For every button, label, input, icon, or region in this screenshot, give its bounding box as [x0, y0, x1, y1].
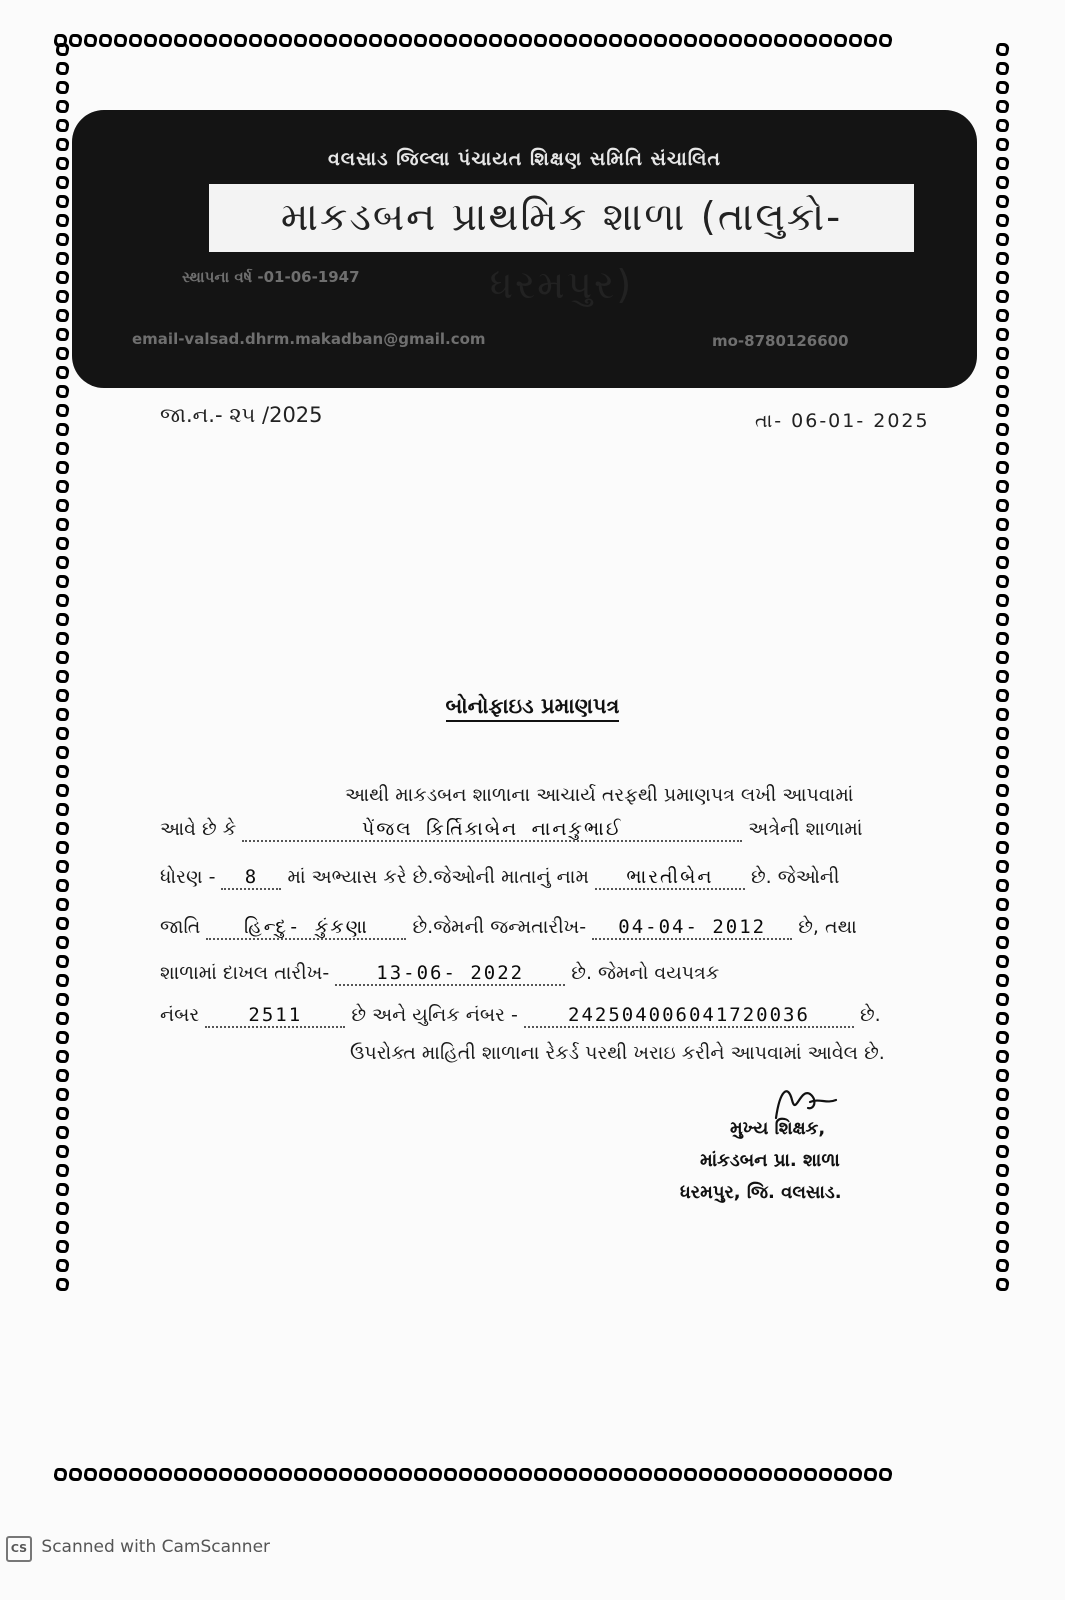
caste-value: હિન્દુ- કુંકણા — [206, 916, 406, 940]
border-ornament — [995, 271, 1011, 284]
border-ornament — [533, 1468, 549, 1481]
border-ornament — [55, 936, 71, 949]
border-ornament — [55, 537, 71, 550]
border-ornament — [995, 917, 1011, 930]
border-ornament — [458, 34, 474, 47]
border-ornament — [995, 157, 1011, 170]
border-ornament — [55, 157, 71, 170]
border-ornament — [995, 632, 1011, 645]
border-ornament — [55, 879, 71, 892]
border-ornament — [995, 1164, 1011, 1177]
border-ornament — [55, 271, 71, 284]
border-ornament — [995, 138, 1011, 151]
issue-date: તા- 06-01- 2025 — [755, 410, 930, 432]
line4-mid: છે.જેમની જન્મતારીખ- — [412, 916, 587, 938]
border-ornament — [995, 613, 1011, 626]
border-ornament — [83, 1468, 99, 1481]
border-ornament — [995, 575, 1011, 588]
border-ornament — [83, 34, 99, 47]
border-ornament — [368, 34, 384, 47]
border-ornament — [55, 1069, 71, 1082]
border-ornament — [308, 1468, 324, 1481]
border-ornament — [863, 34, 879, 47]
border-ornament — [788, 34, 804, 47]
border-ornament — [995, 404, 1011, 417]
border-ornament — [488, 1468, 504, 1481]
border-ornament — [995, 1278, 1011, 1291]
border-ornament — [698, 1468, 714, 1481]
border-ornament — [263, 34, 279, 47]
border-ornament — [143, 1468, 159, 1481]
border-ornament — [995, 1069, 1011, 1082]
school-title: માકડબન પ્રાથમિક શાળા (તાલુકો-ધરમપુર) — [209, 184, 914, 252]
border-ornament — [55, 670, 71, 683]
border-ornament — [563, 34, 579, 47]
border-ornament — [55, 613, 71, 626]
border-ornament — [743, 34, 759, 47]
border-ornament — [55, 214, 71, 227]
border-ornament — [55, 1164, 71, 1177]
border-ornament — [428, 1468, 444, 1481]
border-ornament — [55, 727, 71, 740]
border-ornament — [323, 34, 339, 47]
border-ornament — [653, 1468, 669, 1481]
border-ornament — [55, 841, 71, 854]
border-ornament — [995, 43, 1011, 56]
border-ornament — [668, 1468, 684, 1481]
border-ornament — [728, 1468, 744, 1481]
border-ornament — [995, 480, 1011, 493]
signatory-school: માંકડબન પ્રા. શાળા — [700, 1150, 840, 1171]
border-ornament — [55, 1088, 71, 1101]
border-ornament — [55, 328, 71, 341]
border-ornament — [55, 138, 71, 151]
border-ornament — [55, 1126, 71, 1139]
border-ornament — [878, 34, 894, 47]
border-ornament — [623, 1468, 639, 1481]
body-line-1 — [345, 784, 853, 806]
border-ornament — [623, 34, 639, 47]
border-ornament — [55, 822, 71, 835]
decorative-border-top — [54, 32, 1014, 52]
border-ornament — [995, 1240, 1011, 1253]
border-ornament — [143, 34, 159, 47]
border-ornament — [608, 34, 624, 47]
border-ornament — [248, 34, 264, 47]
decorative-border-left — [54, 40, 74, 1500]
line2-prefix: આવે છે કે — [160, 818, 237, 840]
border-ornament — [413, 1468, 429, 1481]
border-ornament — [398, 34, 414, 47]
border-ornament — [55, 404, 71, 417]
border-ornament — [803, 1468, 819, 1481]
border-ornament — [995, 1107, 1011, 1120]
border-ornament — [518, 34, 534, 47]
border-ornament — [995, 993, 1011, 1006]
school-email: email-valsad.dhrm.makadban@gmail.com — [132, 330, 486, 348]
signatory-place: ધરમપુર, જિ. વલસાડ. — [680, 1182, 842, 1203]
border-ornament — [473, 1468, 489, 1481]
header-subtitle: વલસાડ જિલ્લા પંચાયત શિક્ષણ સમિતિ સંચાલિત — [327, 148, 722, 170]
border-ornament — [995, 423, 1011, 436]
border-ornament — [55, 518, 71, 531]
border-ornament — [55, 803, 71, 816]
border-ornament — [55, 1107, 71, 1120]
border-ornament — [818, 1468, 834, 1481]
border-ornament — [353, 34, 369, 47]
scanner-watermark — [6, 1536, 270, 1562]
border-ornament — [995, 176, 1011, 189]
founded-year: સ્થાપના વર્ષ -01-06-1947 — [182, 268, 360, 286]
border-ornament — [55, 100, 71, 113]
border-ornament — [995, 670, 1011, 683]
unique-number: 242504006041720036 — [524, 1004, 854, 1028]
border-ornament — [55, 917, 71, 930]
border-ornament — [263, 1468, 279, 1481]
border-ornament — [113, 34, 129, 47]
border-ornament — [995, 1126, 1011, 1139]
border-ornament — [995, 1088, 1011, 1101]
border-ornament — [55, 62, 71, 75]
border-ornament — [995, 1202, 1011, 1215]
border-ornament — [173, 1468, 189, 1481]
border-ornament — [55, 575, 71, 588]
border-ornament — [995, 290, 1011, 303]
border-ornament — [383, 1468, 399, 1481]
border-ornament — [203, 1468, 219, 1481]
border-ornament — [758, 34, 774, 47]
border-ornament — [55, 176, 71, 189]
border-ornament — [293, 34, 309, 47]
border-ornament — [55, 594, 71, 607]
border-ornament — [995, 214, 1011, 227]
border-ornament — [995, 879, 1011, 892]
border-ornament — [995, 803, 1011, 816]
border-ornament — [995, 1221, 1011, 1234]
border-ornament — [353, 1468, 369, 1481]
border-ornament — [995, 385, 1011, 398]
border-ornament — [55, 423, 71, 436]
border-ornament — [995, 1050, 1011, 1063]
border-ornament — [803, 34, 819, 47]
border-ornament — [55, 1183, 71, 1196]
border-ornament — [443, 34, 459, 47]
border-ornament — [995, 195, 1011, 208]
border-ornament — [188, 1468, 204, 1481]
border-ornament — [995, 822, 1011, 835]
line6-suffix: છે. — [860, 1004, 881, 1026]
border-ornament — [878, 1468, 894, 1481]
border-ornament — [55, 233, 71, 246]
border-ornament — [995, 442, 1011, 455]
border-ornament — [55, 252, 71, 265]
border-ornament — [55, 746, 71, 759]
line2-suffix: અત્રેની શાળામાં — [748, 818, 863, 840]
border-ornament — [995, 651, 1011, 664]
border-ornament — [593, 34, 609, 47]
border-ornament — [158, 34, 174, 47]
border-ornament — [713, 34, 729, 47]
border-ornament — [593, 1468, 609, 1481]
border-ornament — [55, 1278, 71, 1291]
border-ornament — [293, 1468, 309, 1481]
border-ornament — [518, 1468, 534, 1481]
reference-number: જા.ન.- ૨૫ /2025 — [160, 403, 323, 427]
school-mobile: mo-8780126600 — [712, 332, 849, 350]
decorative-border-bottom — [54, 1466, 1014, 1486]
border-ornament — [995, 784, 1011, 797]
border-ornament — [995, 537, 1011, 550]
border-ornament — [608, 1468, 624, 1481]
body-line-1-text: આથી માકડબન શાળાના આચાર્ય તરફથી પ્રમાણપત્ર લખી આપવામાં — [345, 784, 854, 806]
border-ornament — [833, 34, 849, 47]
border-ornament — [995, 1012, 1011, 1025]
line5-suffix: છે. જેમનો વયપત્રક — [571, 962, 720, 984]
border-ornament — [383, 34, 399, 47]
line3-prefix: ધોરણ - — [160, 866, 216, 888]
border-ornament — [995, 366, 1011, 379]
border-ornament — [55, 1202, 71, 1215]
body-line-7 — [350, 1042, 885, 1064]
border-ornament — [653, 34, 669, 47]
camscanner-logo-icon: CS — [6, 1536, 32, 1562]
border-ornament — [55, 955, 71, 968]
border-ornament — [995, 841, 1011, 854]
line6-prefix: નંબર — [160, 1004, 200, 1026]
border-ornament — [578, 1468, 594, 1481]
border-ornament — [743, 1468, 759, 1481]
scanner-text: Scanned with CamScanner — [41, 1537, 271, 1557]
admission-date: 13-06- 2022 — [335, 962, 565, 986]
border-ornament — [173, 34, 189, 47]
border-ornament — [473, 34, 489, 47]
border-ornament — [203, 34, 219, 47]
border-ornament — [548, 1468, 564, 1481]
border-ornament — [638, 1468, 654, 1481]
border-ornament — [698, 34, 714, 47]
border-ornament — [995, 860, 1011, 873]
border-ornament — [55, 860, 71, 873]
border-ornament — [158, 1468, 174, 1481]
birth-date: 04-04- 2012 — [592, 916, 792, 940]
border-ornament — [818, 34, 834, 47]
border-ornament — [458, 1468, 474, 1481]
border-ornament — [788, 1468, 804, 1481]
border-ornament — [55, 765, 71, 778]
register-number: 2511 — [205, 1004, 345, 1028]
border-ornament — [233, 1468, 249, 1481]
border-ornament — [533, 34, 549, 47]
certificate-heading — [0, 694, 1065, 719]
border-ornament — [713, 1468, 729, 1481]
border-ornament — [488, 34, 504, 47]
border-ornament — [995, 1145, 1011, 1158]
body-line-4 — [160, 916, 857, 940]
border-ornament — [995, 594, 1011, 607]
body-line-2 — [160, 818, 863, 842]
border-ornament — [55, 290, 71, 303]
border-ornament — [995, 936, 1011, 949]
border-ornament — [428, 34, 444, 47]
border-ornament — [128, 34, 144, 47]
border-ornament — [55, 1012, 71, 1025]
border-ornament — [563, 1468, 579, 1481]
border-ornament — [995, 974, 1011, 987]
border-ornament — [995, 119, 1011, 132]
border-ornament — [55, 366, 71, 379]
border-ornament — [55, 1031, 71, 1044]
decorative-border-right — [994, 40, 1014, 1500]
border-ornament — [338, 1468, 354, 1481]
mother-name: ભારતીબેન — [595, 866, 745, 890]
border-ornament — [55, 993, 71, 1006]
border-ornament — [578, 34, 594, 47]
signatory-title: મુખ્ય શિક્ષક, — [730, 1118, 826, 1139]
border-ornament — [55, 1145, 71, 1158]
border-ornament — [683, 34, 699, 47]
border-ornament — [995, 499, 1011, 512]
border-ornament — [503, 1468, 519, 1481]
border-ornament — [503, 34, 519, 47]
border-ornament — [55, 195, 71, 208]
school-header-banner — [72, 110, 977, 388]
border-ornament — [995, 461, 1011, 474]
student-name: પેંજલ કિર્તિકાબેન નાનકુભાઈ — [242, 818, 742, 842]
border-ornament — [995, 309, 1011, 322]
border-ornament — [55, 632, 71, 645]
border-ornament — [55, 784, 71, 797]
body-line-7-text: ઉપરોક્ત માહિતી શાળાના રેકર્ડ પરથી ખરાઇ કરીને આપવામાં આવેલ છે. — [350, 1042, 885, 1064]
border-ornament — [55, 556, 71, 569]
border-ornament — [308, 34, 324, 47]
border-ornament — [338, 34, 354, 47]
border-ornament — [218, 34, 234, 47]
border-ornament — [98, 1468, 114, 1481]
border-ornament — [368, 1468, 384, 1481]
border-ornament — [55, 898, 71, 911]
border-ornament — [995, 765, 1011, 778]
border-ornament — [413, 34, 429, 47]
border-ornament — [995, 347, 1011, 360]
border-ornament — [638, 34, 654, 47]
certificate-heading-text: બોનોફાઇડ પ્રમાણપત્ર — [446, 694, 620, 722]
border-ornament — [995, 328, 1011, 341]
border-ornament — [55, 480, 71, 493]
border-ornament — [548, 34, 564, 47]
border-ornament — [233, 34, 249, 47]
border-ornament — [668, 34, 684, 47]
border-ornament — [848, 1468, 864, 1481]
border-ornament — [55, 385, 71, 398]
border-ornament — [443, 1468, 459, 1481]
border-ornament — [728, 34, 744, 47]
border-ornament — [113, 1468, 129, 1481]
border-ornament — [833, 1468, 849, 1481]
border-ornament — [773, 1468, 789, 1481]
border-ornament — [55, 1240, 71, 1253]
border-ornament — [278, 34, 294, 47]
border-ornament — [995, 1259, 1011, 1272]
border-ornament — [55, 119, 71, 132]
border-ornament — [758, 1468, 774, 1481]
border-ornament — [55, 81, 71, 94]
border-ornament — [995, 556, 1011, 569]
border-ornament — [995, 233, 1011, 246]
border-ornament — [323, 1468, 339, 1481]
border-ornament — [55, 499, 71, 512]
border-ornament — [278, 1468, 294, 1481]
border-ornament — [218, 1468, 234, 1481]
border-ornament — [55, 309, 71, 322]
border-ornament — [995, 746, 1011, 759]
border-ornament — [995, 727, 1011, 740]
border-ornament — [55, 43, 71, 56]
border-ornament — [995, 518, 1011, 531]
line3-suffix: છે. જેઓની — [750, 866, 840, 888]
border-ornament — [128, 1468, 144, 1481]
border-ornament — [55, 461, 71, 474]
line5-prefix: શાળામાં દાખલ તારીખ- — [160, 962, 330, 984]
border-ornament — [995, 1031, 1011, 1044]
border-ornament — [995, 252, 1011, 265]
border-ornament — [55, 1259, 71, 1272]
line4-prefix: જાતિ — [160, 916, 201, 938]
border-ornament — [398, 1468, 414, 1481]
border-ornament — [55, 1221, 71, 1234]
border-ornament — [995, 1183, 1011, 1196]
border-ornament — [55, 347, 71, 360]
border-ornament — [55, 651, 71, 664]
border-ornament — [995, 62, 1011, 75]
border-ornament — [848, 34, 864, 47]
border-ornament — [995, 898, 1011, 911]
body-line-5 — [160, 962, 719, 986]
border-ornament — [995, 100, 1011, 113]
body-line-3 — [160, 866, 839, 890]
border-ornament — [863, 1468, 879, 1481]
border-ornament — [248, 1468, 264, 1481]
border-ornament — [55, 974, 71, 987]
border-ornament — [995, 955, 1011, 968]
line6-mid: છે અને યુનિક નંબર - — [351, 1004, 518, 1026]
border-ornament — [55, 442, 71, 455]
border-ornament — [55, 1050, 71, 1063]
body-line-6 — [160, 1004, 881, 1028]
line4-suffix: છે, તથા — [798, 916, 857, 938]
standard-value: 8 — [221, 866, 281, 890]
line3-mid: માં અભ્યાસ કરે છે.જેઓની માતાનું નામ — [287, 866, 589, 888]
border-ornament — [683, 1468, 699, 1481]
border-ornament — [773, 34, 789, 47]
border-ornament — [98, 34, 114, 47]
border-ornament — [188, 34, 204, 47]
border-ornament — [995, 81, 1011, 94]
